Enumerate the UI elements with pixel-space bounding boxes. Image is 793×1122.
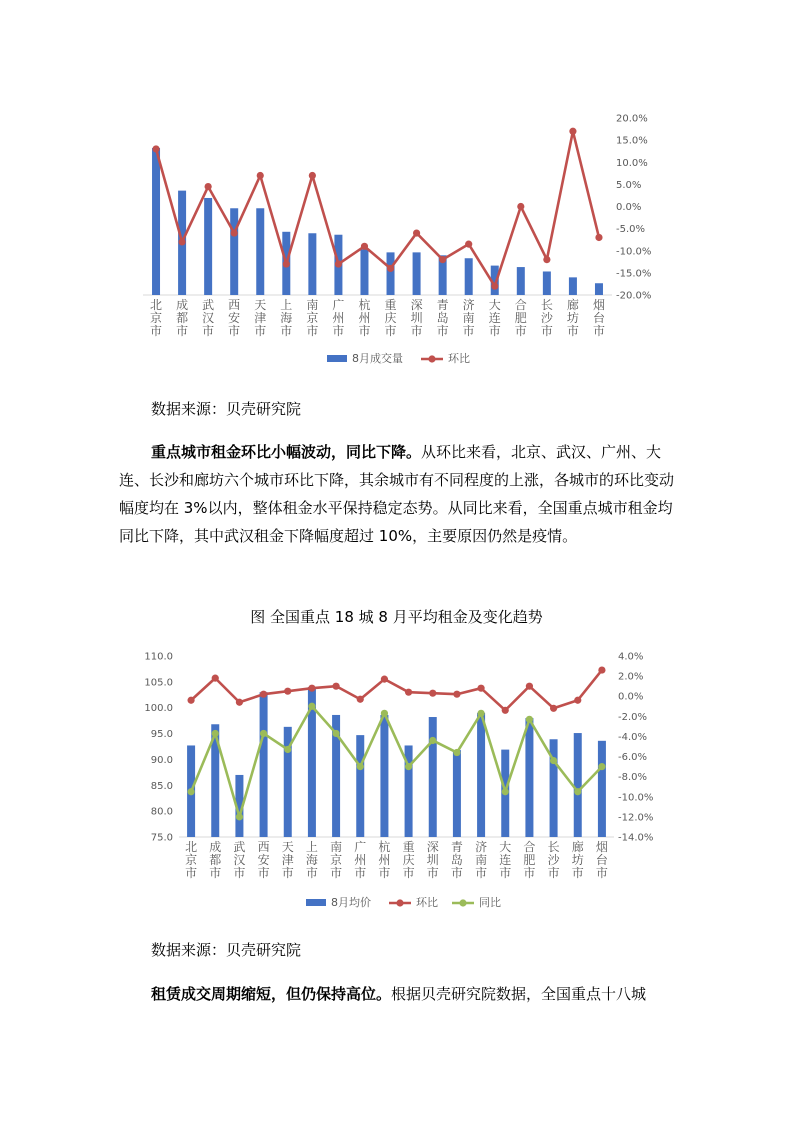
- line-point: [236, 699, 243, 706]
- x-tick-label: 北京市: [185, 840, 198, 880]
- line-point: [429, 690, 436, 697]
- line-point: [439, 256, 446, 263]
- line-point: [335, 260, 342, 267]
- x-tick-label: 广州市: [354, 840, 367, 880]
- y2-tick-label: -8.0%: [618, 772, 648, 784]
- line-point: [308, 703, 315, 710]
- line-point: [309, 172, 316, 179]
- line-point: [477, 685, 484, 692]
- series-line-1: [191, 670, 602, 710]
- y2-tick-label: -10.0%: [616, 246, 652, 258]
- y1-tick-label: 80.0: [150, 806, 173, 818]
- x-tick-label: 杭州市: [358, 298, 371, 338]
- legend-line-marker: [428, 355, 435, 362]
- paragraph-body-2: 根据贝壳研究院数据，全国重点十八城: [391, 985, 647, 1003]
- line-point: [332, 683, 339, 690]
- line-point: [405, 763, 412, 770]
- series-line-2: [191, 706, 602, 817]
- line-point: [257, 172, 264, 179]
- bar: [543, 271, 551, 295]
- y2-tick-label: -2.0%: [618, 711, 648, 723]
- chart-title-avg-rent: 图 全国重点 18 城 8 月平均租金及变化趋势: [250, 608, 543, 626]
- line-point: [332, 730, 339, 737]
- x-tick-label: 烟台市: [592, 298, 605, 338]
- line-point: [284, 688, 291, 695]
- y1-tick-label: 110.0: [144, 651, 173, 663]
- line-point: [574, 697, 581, 704]
- y2-tick-label: -14.0%: [618, 832, 654, 844]
- line-point: [187, 697, 194, 704]
- x-tick-label: 天津市: [281, 840, 294, 880]
- line-point: [491, 283, 498, 290]
- line-point: [477, 710, 484, 717]
- x-tick-label: 武汉市: [202, 298, 215, 338]
- x-tick-label: 济南市: [475, 840, 488, 880]
- line-point: [152, 145, 159, 152]
- x-tick-label: 济南市: [462, 298, 475, 338]
- line-point: [595, 234, 602, 241]
- x-tick-label: 武汉市: [233, 840, 246, 880]
- paragraph-body-1: 从环比来看，北京、武汉、广州、大连、长沙和廊坊六个城市环比下降，其余城市有不同程度的上涨，各城市的环比变动幅度均在 3%以内，整体租金水平保持稳定态势。从同比来看，全国重点城市租金均同比下降，其中武汉租金下降幅度超过 10%，主要原因仍然是疫情。: [119, 443, 675, 545]
- x-tick-label: 广州市: [332, 298, 345, 338]
- x-tick-label: 南京市: [330, 840, 343, 880]
- series-line-1: [156, 131, 599, 286]
- volume-chart-svg: [0, 100, 793, 375]
- y1-tick-label: 100.0: [144, 703, 173, 715]
- x-tick-label: 西安市: [228, 298, 241, 338]
- x-tick-label: 大连市: [499, 840, 512, 880]
- bar: [308, 233, 316, 295]
- line-point: [550, 757, 557, 764]
- x-tick-label: 重庆市: [402, 840, 415, 880]
- line-point: [178, 238, 185, 245]
- x-tick-label: 上海市: [280, 298, 293, 338]
- line-point: [502, 707, 509, 714]
- x-tick-label: 上海市: [305, 840, 318, 880]
- y2-tick-label: 2.0%: [618, 671, 644, 683]
- x-tick-label: 合肥市: [523, 840, 536, 880]
- line-point: [598, 763, 605, 770]
- line-point: [550, 705, 557, 712]
- line-point: [283, 260, 290, 267]
- line-point: [429, 737, 436, 744]
- x-tick-label: 廊坊市: [571, 840, 584, 880]
- line-point: [405, 689, 412, 696]
- paragraph-rent-change: [119, 438, 679, 550]
- line-point: [465, 241, 472, 248]
- legend-line-label: 同比: [479, 896, 501, 909]
- y2-tick-label: -6.0%: [618, 752, 648, 764]
- y1-tick-label: 105.0: [144, 677, 173, 689]
- line-point: [308, 685, 315, 692]
- x-tick-label: 南京市: [306, 298, 319, 338]
- avg-rent-chart: [0, 645, 793, 920]
- y1-tick-label: 75.0: [150, 832, 173, 844]
- y2-tick-label: -20.0%: [616, 290, 652, 302]
- y2-tick-label: -10.0%: [618, 792, 654, 804]
- bar: [598, 741, 606, 837]
- x-tick-label: 西安市: [257, 840, 270, 880]
- line-point: [453, 691, 460, 698]
- line-point: [381, 676, 388, 683]
- source-note-2: 数据来源：贝壳研究院: [151, 941, 302, 959]
- y2-tick-label: 15.0%: [616, 135, 648, 147]
- line-point: [284, 746, 291, 753]
- x-tick-label: 烟台市: [595, 840, 608, 880]
- line-point: [526, 683, 533, 690]
- y2-tick-label: 5.0%: [616, 179, 642, 191]
- line-point: [187, 788, 194, 795]
- y1-tick-label: 95.0: [150, 729, 173, 741]
- legend-line-marker: [459, 899, 466, 906]
- line-point: [453, 749, 460, 756]
- volume-chart: [0, 100, 793, 375]
- bar: [356, 735, 364, 837]
- line-point: [205, 183, 212, 190]
- line-point: [526, 716, 533, 723]
- bar: [360, 249, 368, 295]
- line-point: [357, 763, 364, 770]
- source-note-1: 数据来源：贝壳研究院: [151, 400, 302, 418]
- y2-tick-label: -5.0%: [616, 224, 646, 236]
- y2-tick-label: -4.0%: [618, 731, 648, 743]
- x-tick-label: 青岛市: [450, 840, 463, 880]
- line-point: [361, 243, 368, 250]
- legend-bar-label: 8月均价: [331, 896, 371, 909]
- line-point: [212, 730, 219, 737]
- y2-tick-label: 0.0%: [618, 691, 644, 703]
- paragraph-lead-1: 重点城市租金环比小幅波动，同比下降。: [151, 443, 422, 461]
- x-tick-label: 大连市: [488, 298, 501, 338]
- legend-bar-swatch: [327, 355, 347, 362]
- bar: [429, 717, 437, 837]
- line-point: [231, 229, 238, 236]
- x-tick-label: 成都市: [176, 298, 189, 338]
- bar: [595, 283, 603, 295]
- line-point: [502, 788, 509, 795]
- x-tick-label: 成都市: [209, 840, 222, 880]
- y2-tick-label: -15.0%: [616, 268, 652, 280]
- bar: [256, 208, 264, 295]
- x-tick-label: 深圳市: [426, 840, 439, 880]
- y2-tick-label: -12.0%: [618, 812, 654, 824]
- x-tick-label: 杭州市: [378, 840, 391, 880]
- bar: [204, 198, 212, 295]
- bar: [413, 252, 421, 295]
- line-point: [212, 675, 219, 682]
- x-tick-label: 廊坊市: [566, 298, 579, 338]
- bar: [465, 258, 473, 295]
- bar: [574, 733, 582, 837]
- avg-rent-chart-svg: [0, 645, 793, 920]
- bar: [453, 750, 461, 837]
- bar: [477, 713, 485, 837]
- x-tick-label: 重庆市: [384, 298, 397, 338]
- legend-bar-label: 8月成交量: [352, 352, 403, 365]
- bar: [525, 718, 533, 837]
- line-point: [387, 265, 394, 272]
- y1-tick-label: 85.0: [150, 780, 173, 792]
- line-point: [357, 696, 364, 703]
- y2-tick-label: 0.0%: [616, 202, 642, 213]
- line-point: [543, 256, 550, 263]
- bar: [152, 148, 160, 295]
- x-tick-label: 深圳市: [410, 298, 423, 338]
- bar: [569, 277, 577, 295]
- legend-line-label: 环比: [448, 352, 470, 365]
- y2-tick-label: 20.0%: [616, 113, 648, 125]
- x-tick-label: 青岛市: [436, 298, 449, 338]
- bar: [517, 267, 525, 295]
- bar: [380, 715, 388, 837]
- y2-tick-label: 10.0%: [616, 157, 648, 169]
- line-point: [260, 691, 267, 698]
- line-point: [236, 813, 243, 820]
- x-tick-label: 长沙市: [540, 298, 553, 338]
- line-point: [413, 229, 420, 236]
- x-tick-label: 长沙市: [547, 840, 560, 880]
- legend-bar-swatch: [306, 899, 326, 906]
- bar: [230, 208, 238, 295]
- line-point: [517, 203, 524, 210]
- line-point: [381, 710, 388, 717]
- legend-line-label: 环比: [416, 896, 438, 909]
- x-tick-label: 合肥市: [514, 298, 527, 338]
- paragraph-lease-cycle: [119, 980, 679, 1008]
- line-point: [574, 788, 581, 795]
- line-point: [260, 730, 267, 737]
- y2-tick-label: 4.0%: [618, 651, 644, 663]
- paragraph-lead-2: 租赁成交周期缩短，但仍保持高位。: [151, 985, 392, 1003]
- bar: [387, 252, 395, 295]
- y1-tick-label: 90.0: [150, 754, 173, 766]
- x-tick-label: 北京市: [150, 298, 163, 338]
- legend-line-marker: [396, 899, 403, 906]
- bar: [260, 692, 268, 837]
- line-point: [569, 128, 576, 135]
- line-point: [598, 666, 605, 673]
- x-tick-label: 天津市: [254, 298, 267, 338]
